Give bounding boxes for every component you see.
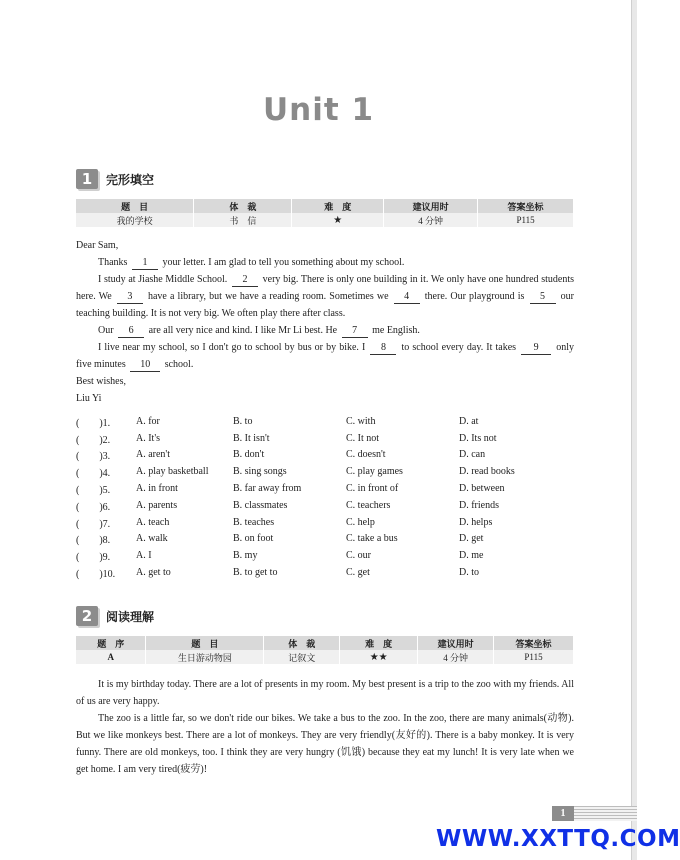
option-d: D. me: [459, 550, 484, 562]
question-number: 3.: [102, 451, 111, 463]
section-number-badge: 1: [76, 169, 98, 189]
table-header: 答案坐标: [478, 199, 574, 213]
letter-closing: Best wishes,: [76, 376, 126, 387]
table-header-row: [76, 199, 574, 213]
option-b: B. on foot: [233, 533, 274, 545]
question-number: 1.: [102, 417, 111, 429]
option-row: [76, 564, 576, 581]
option-a: A. I: [136, 550, 152, 562]
option-d: D. Its not: [459, 432, 497, 444]
option-d: D. can: [459, 449, 486, 461]
option-c: C. play games: [346, 466, 403, 478]
letter-paragraph: Thanks 1 your letter. I am glad to tell you something about my school.: [98, 257, 405, 268]
answer-paren: ( )9.: [76, 552, 111, 564]
page-edge: [631, 0, 637, 860]
option-d: D. at: [459, 415, 479, 427]
answer-paren: ( )2.: [76, 434, 111, 446]
table-header: 答案坐标: [494, 636, 574, 650]
option-a: A. get to: [136, 567, 171, 579]
question-number: 4.: [102, 468, 111, 480]
table-cell: 我的学校: [76, 213, 194, 227]
option-b: B. my: [233, 550, 258, 562]
answer-paren: ( )8.: [76, 535, 111, 547]
question-number: 5.: [102, 485, 111, 497]
section-2-header: [76, 606, 154, 626]
answer-paren: ( )6.: [76, 501, 111, 513]
passage-paragraph: It is my birthday today. There are a lot of presents in my room. My best present is a trip to the zoo with my friends. All of us are very happy.: [76, 679, 574, 707]
table-cell: 记叙文: [264, 650, 340, 664]
table-cell: 生日游动物园: [146, 650, 264, 664]
option-a: A. for: [136, 415, 160, 427]
answer-paren: ( )3.: [76, 451, 111, 463]
blank-4: 4: [394, 291, 420, 304]
page-number: 1: [552, 806, 574, 821]
option-c: C. take a bus: [346, 533, 398, 545]
option-row: [76, 463, 576, 480]
option-row: [76, 514, 576, 531]
answer-paren: ( )10.: [76, 569, 116, 581]
table-header: 题 目: [76, 199, 194, 213]
table-header: 建议用时: [384, 199, 478, 213]
option-d: D. friends: [459, 499, 499, 511]
blank-3: 3: [117, 291, 143, 304]
blank-2: 2: [232, 274, 258, 287]
table-header: 体 裁: [264, 636, 340, 650]
reading-passage: [76, 676, 574, 778]
table-cell: P115: [494, 650, 574, 664]
option-c: C. in front of: [346, 483, 399, 495]
option-d: D. get: [459, 533, 484, 545]
option-b: B. don't: [233, 449, 265, 461]
table-header: 难 度: [292, 199, 384, 213]
option-row: [76, 531, 576, 548]
option-row: [76, 547, 576, 564]
table-header: 建议用时: [418, 636, 494, 650]
question-number: 10.: [102, 569, 116, 581]
section-1-info-table: [76, 199, 574, 227]
answer-paren: ( )7.: [76, 518, 111, 530]
option-row: [76, 447, 576, 464]
option-row: [76, 497, 576, 514]
option-a: A. play basketball: [136, 466, 209, 478]
question-number: 2.: [102, 434, 111, 446]
answer-paren: ( )1.: [76, 417, 111, 429]
letter-signature: Liu Yi: [76, 393, 102, 404]
option-c: C. help: [346, 516, 375, 528]
blank-1: 1: [132, 257, 158, 270]
passage-paragraph: The zoo is a little far, so we don't ride our bikes. We take a bus to the zoo. In the zoo, there are many animals(动物). But we like monkeys best. There are a lot of monkeys. They are very friendly(友好的). There is a baby monkey. It is very funny. There are old monkeys, too. I think they are very hungry (饥饿) because they eat my lunch! It is very late when we get home. I am very tired(疲劳)!: [76, 713, 574, 775]
table-row: [76, 213, 574, 227]
question-number: 8.: [102, 535, 111, 547]
option-b: B. teaches: [233, 516, 275, 528]
option-b: B. classmates: [233, 499, 288, 511]
option-c: C. It not: [346, 432, 380, 444]
unit-title: Unit 1: [262, 92, 375, 128]
option-d: D. between: [459, 483, 505, 495]
option-d: D. to: [459, 567, 479, 579]
table-header: 难 度: [340, 636, 418, 650]
option-a: A. It's: [136, 432, 161, 444]
option-a: A. walk: [136, 533, 168, 545]
option-a: A. parents: [136, 499, 178, 511]
letter-greeting: Dear Sam,: [76, 240, 119, 251]
table-cell: 书 信: [194, 213, 292, 227]
question-number: 6.: [102, 501, 111, 513]
blank-8: 8: [370, 342, 396, 355]
table-header: 题 序: [76, 636, 146, 650]
option-a: A. in front: [136, 483, 178, 495]
difficulty-stars: ★★: [340, 650, 418, 664]
section-title: 阅读理解: [106, 609, 155, 624]
table-row: [76, 650, 574, 664]
option-d: D. read books: [459, 466, 515, 478]
letter-paragraph: I study at Jiashe Middle School. 2 very big. There is only one building in it. We only have one hundred students here. We 3 have a library, but we have a reading room. Sometimes we 4 there. Our playground is 5 our teaching building. It is not very big. We often play there after class.: [76, 274, 574, 319]
letter-paragraph: Our 6 are all very nice and kind. I like Mr Li best. He 7 me English.: [98, 325, 420, 336]
letter-passage: [76, 237, 574, 407]
question-number: 7.: [102, 518, 111, 530]
option-row: [76, 430, 576, 447]
answer-paren: ( )4.: [76, 468, 111, 480]
option-c: C. teachers: [346, 499, 391, 511]
option-a: A. teach: [136, 516, 170, 528]
option-d: D. helps: [459, 516, 493, 528]
option-c: C. with: [346, 415, 376, 427]
option-c: C. get: [346, 567, 370, 579]
blank-10: 10: [130, 359, 160, 372]
letter-paragraph: I live near my school, so I don't go to school by bus or by bike. I 8 to school every day. It takes 9 only five minutes 10 school.: [76, 342, 574, 370]
option-b: B. It isn't: [233, 432, 270, 444]
table-cell: 4 分钟: [418, 650, 494, 664]
section-number-badge: 2: [76, 606, 98, 626]
section-1-header: [76, 169, 154, 189]
option-c: C. our: [346, 550, 371, 562]
table-cell: P115: [478, 213, 574, 227]
options-list: [76, 413, 576, 581]
blank-5: 5: [530, 291, 556, 304]
option-row: [76, 413, 576, 430]
difficulty-stars: ★: [292, 213, 384, 227]
option-b: B. sing songs: [233, 466, 287, 478]
table-header: 体 裁: [194, 199, 292, 213]
option-a: A. aren't: [136, 449, 171, 461]
option-c: C. doesn't: [346, 449, 386, 461]
table-header: 题 目: [146, 636, 264, 650]
table-header-row: [76, 636, 574, 650]
answer-paren: ( )5.: [76, 485, 111, 497]
table-cell: A: [76, 650, 146, 664]
option-b: B. to: [233, 415, 253, 427]
blank-9: 9: [521, 342, 551, 355]
option-b: B. far away from: [233, 483, 302, 495]
blank-7: 7: [342, 325, 368, 338]
watermark-text: WWW.XXTTQ.COM: [436, 826, 680, 852]
blank-6: 6: [118, 325, 144, 338]
question-number: 9.: [102, 552, 111, 564]
option-b: B. to get to: [233, 567, 278, 579]
option-row: [76, 480, 576, 497]
section-title: 完形填空: [106, 172, 155, 187]
table-cell: 4 分钟: [384, 213, 478, 227]
section-2-info-table: [76, 636, 574, 664]
